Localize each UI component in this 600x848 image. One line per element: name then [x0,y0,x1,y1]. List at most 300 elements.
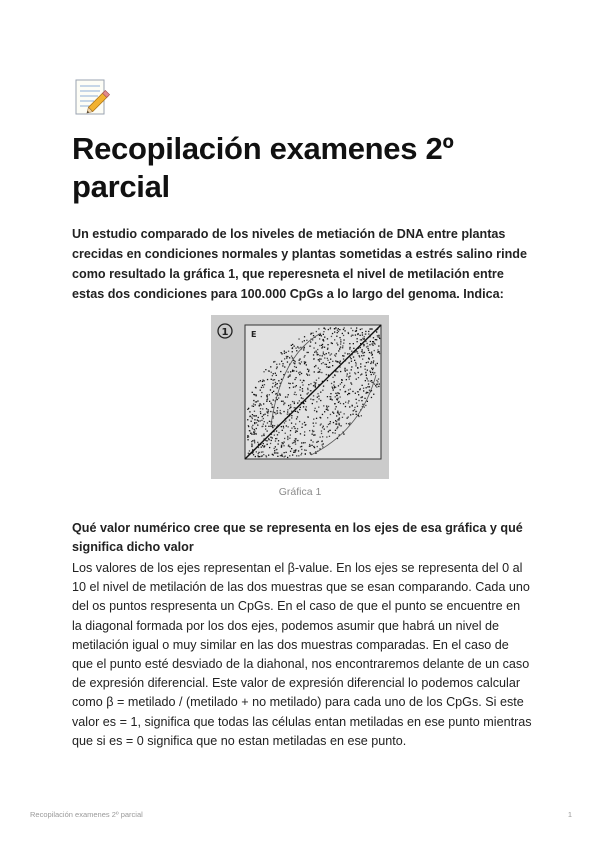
scan-speckle [327,349,328,350]
scan-speckle [344,413,345,414]
scan-speckle [263,424,264,425]
scan-speckle [337,330,338,331]
scan-speckle [375,385,376,386]
scan-speckle [334,331,335,332]
scan-speckle [328,367,329,368]
scan-speckle [252,428,253,429]
scan-speckle [289,387,290,388]
scan-speckle [358,372,359,373]
scan-speckle [321,433,322,434]
scan-speckle [288,371,289,372]
scan-speckle [365,372,366,373]
scan-speckle [284,422,285,423]
scan-speckle [338,350,339,351]
scan-speckle [276,368,277,369]
scan-speckle [286,452,287,453]
scan-speckle [320,400,321,401]
scan-speckle [319,358,320,359]
scan-speckle [337,344,338,345]
scan-speckle [262,385,263,386]
scan-speckle [313,347,314,348]
scan-speckle [295,361,296,362]
scan-speckle [337,399,338,400]
scan-speckle [327,338,328,339]
scan-speckle [362,334,363,335]
scan-speckle [263,433,264,434]
scan-speckle [337,412,338,413]
scan-speckle [303,349,304,350]
scan-speckle [335,396,336,397]
scan-speckle [289,438,290,439]
scan-speckle [300,387,301,388]
scan-speckle [305,425,306,426]
figure-caption: Gráfica 1 [278,486,322,498]
scan-speckle [278,380,279,381]
scan-speckle [256,422,257,423]
scan-speckle [378,335,379,336]
scan-speckle [351,351,352,352]
scan-speckle [372,343,373,344]
scan-speckle [334,403,335,404]
scan-speckle [321,372,322,373]
scan-speckle [321,423,322,424]
scan-speckle [326,374,327,375]
scan-speckle [247,437,248,438]
scan-speckle [343,355,344,356]
scan-speckle [277,407,278,408]
scan-speckle [302,423,303,424]
scan-speckle [316,380,317,381]
scan-speckle [262,426,263,427]
scan-speckle [323,386,324,387]
scan-speckle [340,361,341,362]
scan-speckle [275,394,276,395]
scan-speckle [272,437,273,438]
scan-speckle [340,341,341,342]
scan-speckle [304,422,305,423]
scan-speckle [323,339,324,340]
scan-speckle [357,341,358,342]
scan-speckle [261,387,262,388]
scan-speckle [369,386,370,387]
scan-speckle [323,340,324,341]
scan-speckle [327,426,328,427]
scan-speckle [301,446,302,447]
scan-speckle [267,379,268,380]
scan-speckle [296,350,297,351]
scan-speckle [328,431,329,432]
scan-speckle [370,341,371,342]
scan-speckle [301,397,302,398]
scan-speckle [340,371,341,372]
scan-speckle [371,397,372,398]
scan-speckle [340,343,341,344]
scan-speckle [316,442,317,443]
scan-speckle [313,335,314,336]
scan-speckle [308,384,309,385]
scan-speckle [377,352,378,353]
scan-speckle [326,353,327,354]
scan-speckle [259,456,260,457]
scan-speckle [290,404,291,405]
scan-speckle [260,411,261,412]
scan-speckle [312,333,313,334]
scan-speckle [310,390,311,391]
scan-speckle [332,388,333,389]
scan-speckle [269,394,270,395]
scan-speckle [377,336,378,337]
scan-speckle [253,454,254,455]
scan-speckle [328,329,329,330]
scan-speckle [272,427,273,428]
scan-speckle [272,392,273,393]
scan-speckle [296,418,297,419]
scan-speckle [267,415,268,416]
intro-paragraph: Un estudio comparado de los niveles de metiación de DNA entre plantas crecidas en condiciones normales y plantas sometidas a estrés salino rinde como resultado la gráfica 1, que reperesneta el nivel de metilación entre estas dos condiciones para 100.000 CpGs a lo largo del genoma. Indica: [72,227,527,301]
scan-speckle [283,427,284,428]
scan-speckle [363,355,364,356]
scan-speckle [263,418,264,419]
scan-speckle [367,378,368,379]
scan-speckle [290,430,291,431]
scan-speckle [329,362,330,363]
scan-speckle [290,434,291,435]
scan-speckle [305,442,306,443]
scan-speckle [339,424,340,425]
scan-speckle [373,362,374,363]
scan-speckle [339,329,340,330]
scan-speckle [344,353,345,354]
scan-speckle [306,352,307,353]
scan-speckle [331,383,332,384]
scan-speckle [274,412,275,413]
scan-speckle [306,406,307,407]
scan-speckle [299,360,300,361]
scan-speckle [285,421,286,422]
footer-title: Recopilación examenes 2º parcial [30,810,143,819]
scan-speckle [353,410,354,411]
scan-speckle [314,371,315,372]
scan-speckle [291,417,292,418]
scan-speckle [262,381,263,382]
scan-speckle [342,333,343,334]
scan-speckle [303,403,304,404]
scan-speckle [274,361,275,362]
scan-speckle [274,448,275,449]
scan-speckle [335,408,336,409]
scan-speckle [373,360,374,361]
scan-speckle [335,430,336,431]
scan-speckle [332,343,333,344]
scan-speckle [293,426,294,427]
scan-speckle [360,397,361,398]
scan-speckle [368,350,369,351]
scan-speckle [298,372,299,373]
scan-speckle [320,417,321,418]
scan-speckle [324,357,325,358]
scan-speckle [292,383,293,384]
scan-speckle [369,371,370,372]
scan-speckle [312,430,313,431]
scan-speckle [378,386,379,387]
scan-speckle [362,351,363,352]
scan-speckle [313,423,314,424]
scan-speckle [294,401,295,402]
scan-speckle [373,368,374,369]
scan-speckle [327,344,328,345]
scan-speckle [287,361,288,362]
scan-speckle [302,384,303,385]
scatter-plot-scan [211,315,389,479]
scan-speckle [293,387,294,388]
scan-speckle [287,457,288,458]
page-title: Recopilación examenes 2º parcial [72,131,454,204]
scan-speckle [362,352,363,353]
scan-speckle [371,351,372,352]
scan-speckle [268,426,269,427]
scan-speckle [249,430,250,431]
scan-speckle [319,335,320,336]
scan-speckle [379,338,380,339]
scan-speckle [277,383,278,384]
scan-speckle [319,338,320,339]
scan-speckle [360,363,361,364]
scan-speckle [266,408,267,409]
scan-speckle [349,347,350,348]
scan-speckle [286,352,287,353]
scan-speckle [306,340,307,341]
scan-speckle [367,401,368,402]
scan-speckle [270,366,271,367]
scan-speckle [256,428,257,429]
scan-speckle [347,373,348,374]
scan-speckle [327,360,328,361]
scan-speckle [274,450,275,451]
scan-speckle [313,426,314,427]
scan-speckle [270,389,271,390]
scan-speckle [254,442,255,443]
scan-speckle [296,394,297,395]
scan-speckle [286,425,287,426]
scan-speckle [295,411,296,412]
scan-speckle [354,360,355,361]
scan-speckle [327,358,328,359]
scan-speckle [262,445,263,446]
scan-speckle [356,327,357,328]
scan-speckle [272,454,273,455]
scan-speckle [287,409,288,410]
scan-speckle [340,389,341,390]
scan-speckle [351,369,352,370]
scan-speckle [355,362,356,363]
scan-speckle [275,373,276,374]
scan-speckle [349,376,350,377]
scan-speckle [291,423,292,424]
scan-speckle [336,343,337,344]
scan-speckle [373,394,374,395]
scan-speckle [345,391,346,392]
scan-speckle [290,383,291,384]
scan-speckle [291,448,292,449]
scan-speckle [329,430,330,431]
scan-speckle [251,426,252,427]
scan-speckle [253,406,254,407]
scan-speckle [256,415,257,416]
scan-speckle [326,436,327,437]
scan-speckle [258,381,259,382]
scan-speckle [301,361,302,362]
scan-speckle [324,364,325,365]
scan-speckle [294,403,295,404]
scan-speckle [340,396,341,397]
scan-speckle [337,332,338,333]
scan-speckle [318,359,319,360]
scan-speckle [247,409,248,410]
scan-speckle [292,357,293,358]
scan-speckle [334,339,335,340]
scan-speckle [350,382,351,383]
scan-speckle [252,392,253,393]
scan-speckle [294,452,295,453]
scan-speckle [328,406,329,407]
scan-speckle [327,407,328,408]
scan-speckle [337,411,338,412]
scan-speckle [292,351,293,352]
scan-speckle [251,441,252,442]
scan-speckle [303,380,304,381]
scan-speckle [294,428,295,429]
scan-speckle [368,380,369,381]
scan-speckle [363,390,364,391]
scan-speckle [325,329,326,330]
scan-speckle [346,370,347,371]
scan-speckle [363,344,364,345]
scan-speckle [264,446,265,447]
scan-speckle [374,350,375,351]
scan-speckle [284,366,285,367]
scan-speckle [247,435,248,436]
scan-speckle [364,398,365,399]
scan-speckle [299,421,300,422]
scan-speckle [372,369,373,370]
scan-speckle [265,426,266,427]
scan-speckle [364,366,365,367]
scan-speckle [352,391,353,392]
scan-speckle [326,406,327,407]
scan-speckle [343,403,344,404]
scan-speckle [328,352,329,353]
scan-speckle [299,400,300,401]
scan-speckle [366,387,367,388]
scan-speckle [346,423,347,424]
scan-speckle [368,383,369,384]
scan-speckle [343,434,344,435]
scan-speckle [281,352,282,353]
scan-speckle [311,333,312,334]
scan-speckle [372,345,373,346]
scan-speckle [283,445,284,446]
scan-speckle [356,402,357,403]
scan-speckle [313,354,314,355]
scan-speckle [278,443,279,444]
scan-speckle [323,352,324,353]
scan-speckle [304,347,305,348]
scan-speckle [252,425,253,426]
scan-speckle [290,371,291,372]
scan-speckle [348,332,349,333]
scan-speckle [308,392,309,393]
scan-speckle [370,381,371,382]
scan-speckle [345,406,346,407]
scan-speckle [298,338,299,339]
scan-speckle [299,389,300,390]
scan-speckle [366,375,367,376]
scan-speckle [319,355,320,356]
scan-speckle [350,357,351,358]
scan-speckle [288,394,289,395]
scan-speckle [314,352,315,353]
scan-speckle [247,439,248,440]
scan-speckle [277,434,278,435]
scan-speckle [314,366,315,367]
scan-speckle [301,442,302,443]
scan-speckle [358,394,359,395]
scan-speckle [372,357,373,358]
scan-speckle [305,453,306,454]
scan-speckle [351,384,352,385]
scan-speckle [376,380,377,381]
scan-speckle [288,405,289,406]
scan-speckle [357,406,358,407]
scan-speckle [338,385,339,386]
scan-speckle [293,362,294,363]
scan-speckle [340,425,341,426]
scan-speckle [287,439,288,440]
scan-speckle [289,357,290,358]
scan-speckle [279,363,280,364]
scan-speckle [363,388,364,389]
scan-speckle [310,452,311,453]
scan-speckle [363,339,364,340]
scan-speckle [314,410,315,411]
scan-speckle [290,407,291,408]
scan-speckle [269,401,270,402]
scan-speckle [339,348,340,349]
scan-speckle [342,345,343,346]
scan-speckle [332,377,333,378]
scan-speckle [376,339,377,340]
scan-speckle [255,394,256,395]
scan-speckle [340,384,341,385]
scan-speckle [275,382,276,383]
scan-speckle [301,449,302,450]
scan-speckle [292,371,293,372]
scan-speckle [307,388,308,389]
scan-speckle [362,404,363,405]
scan-speckle [343,335,344,336]
scan-speckle [334,387,335,388]
scan-speckle [352,330,353,331]
scatter-figure-image [211,315,389,479]
scan-speckle [339,393,340,394]
scan-speckle [301,427,302,428]
scan-speckle [329,396,330,397]
scan-speckle [323,353,324,354]
scan-speckle [375,339,376,340]
scan-speckle [360,335,361,336]
scan-speckle [254,423,255,424]
scan-speckle [330,354,331,355]
